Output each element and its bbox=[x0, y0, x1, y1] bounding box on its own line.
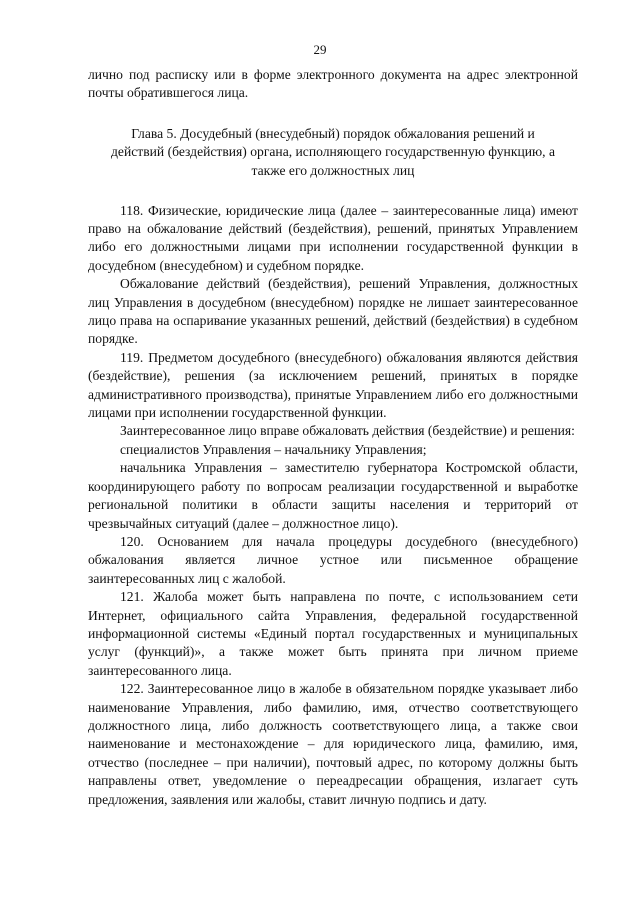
lead-paragraph: лично под расписку или в форме электронного документа на адрес электронной почты обратившегося лица. bbox=[88, 67, 578, 101]
paragraph-120: 120. Основанием для начала процедуры досудебного (внесудебного) обжалования является личное устное или письменное обращение заинтересованных лиц с жалобой. bbox=[88, 533, 578, 586]
paragraph-122: 122. Заинтересованное лицо в жалобе в обязательном порядке указывает либо наименование Управления, либо фамилию, имя, отчество соответствующего должностного лица, либо должность соответствующего лица, а также свои наименование и местонахождение – для юридического лица, фамилию, имя, отчество (последнее – при наличии), почтовый адрес, по которому должны быть направлены ответ, уведомление о переадресации обращения, излагает суть предложения, заявления или жалобы, ставит личную подпись и дату. bbox=[88, 681, 578, 807]
page-number: 29 bbox=[313, 42, 327, 57]
paragraph-118: 118. Физические, юридические лица (далее – заинтересованные лица) имеют право на обжалование действий (бездействия), решений, принятых Управлением либо его должностными лицами при исполнении государственной функции в досудебном (внесудебном) и судебном порядке. bbox=[88, 202, 578, 273]
paragraph-121: 121. Жалоба может быть направлена по почте, с использованием сети Интернет, официального сайта Управления, федеральной государственной информационной системы «Единый портал государственных и муниципальных услуг (функций)», а также может быть принята при личном приеме заинтересованного лица. bbox=[88, 589, 578, 678]
paragraph-119-head: начальника Управления – заместителю губернатора Костромской области, координирующего работу по вопросам реализации государственной и выработке региональной политики в области защиты населения и территорий от чрезвычайных ситуаций (далее – должностное лицо). bbox=[88, 460, 578, 531]
paragraph-119-rights: Заинтересованное лицо вправе обжаловать действия (бездействие) и решения: bbox=[120, 423, 575, 439]
document-body bbox=[88, 66, 578, 809]
paragraph-118-appeal: Обжалование действий (бездействия), решений Управления, должностных лиц Управления в досудебном (внесудебном) порядке не лишает заинтересованное лицо права на оспаривание указанных решений, действий (бездействия) в судебном порядке. bbox=[88, 276, 578, 347]
paragraph-119-specialists: специалистов Управления – начальнику Управления; bbox=[120, 441, 427, 457]
chapter-title: Глава 5. Досудебный (внесудебный) порядок обжалования решений и действий (бездействия) органа, исполняющего государственную функцию, а также его должностных лиц bbox=[111, 125, 555, 178]
paragraph-119: 119. Предметом досудебного (внесудебного) обжалования являются действия (бездействие), решения (за исключением решений, принятых в порядке административного производства), принятые Управлением либо его должностными лицами при исполнении государственной функции. bbox=[88, 349, 578, 421]
